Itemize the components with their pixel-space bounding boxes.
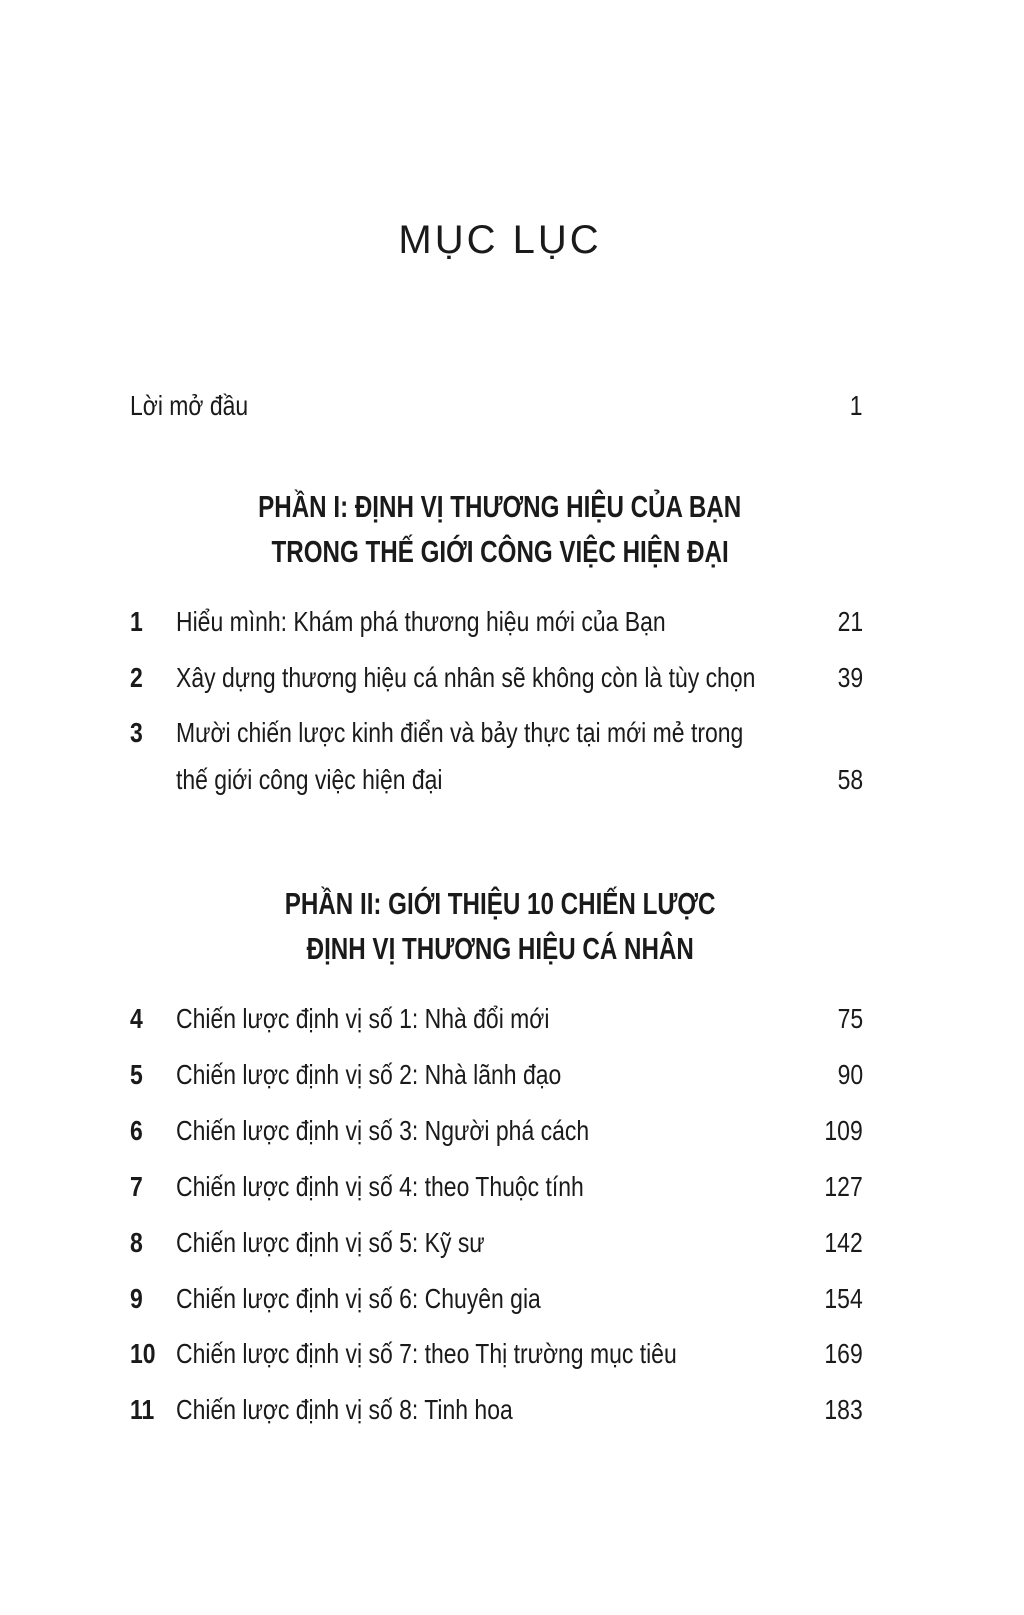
chapter-number: 6 — [130, 1114, 143, 1146]
chapter-title: Mười chiến lược kinh điển và bảy thực tại mới mẻ trong — [176, 717, 744, 748]
chapter-number: 10 — [130, 1338, 156, 1370]
chapter-title: Chiến lược định vị số 7: theo Thị trường mục tiêu — [176, 1338, 677, 1370]
entry-page: 1 — [850, 390, 863, 421]
chapter-number: 1 — [130, 606, 143, 637]
chapter-title: Chiến lược định vị số 1: Nhà đổi mới — [176, 1003, 550, 1034]
chapter-title: Chiến lược định vị số 8: Tinh hoa — [176, 1394, 513, 1426]
chapter-number: 2 — [130, 662, 143, 693]
toc-entry[interactable] — [130, 999, 863, 1039]
toc-entry[interactable] — [130, 1167, 863, 1207]
chapter-title: Chiến lược định vị số 4: theo Thuộc tính — [176, 1170, 584, 1202]
chapter-number: 5 — [130, 1058, 143, 1090]
chapter-page: 154 — [824, 1282, 863, 1314]
chapter-title: Chiến lược định vị số 3: Người phá cách — [176, 1114, 590, 1146]
toc-entry[interactable] — [130, 1055, 863, 1095]
toc-entry[interactable] — [130, 1334, 863, 1374]
chapter-number: 11 — [130, 1394, 155, 1426]
chapter-page: 183 — [824, 1394, 863, 1426]
toc-entry[interactable] — [130, 1223, 863, 1263]
chapter-title: Chiến lược định vị số 2: Nhà lãnh đạo — [176, 1058, 562, 1090]
chapter-page: 90 — [837, 1058, 863, 1090]
entry-title: Lời mở đầu — [130, 390, 249, 421]
toc-entry[interactable] — [130, 1390, 863, 1430]
chapter-number: 7 — [130, 1170, 143, 1202]
toc-entry[interactable] — [130, 602, 863, 642]
toc-entry[interactable] — [130, 1111, 863, 1151]
chapter-title: Chiến lược định vị số 5: Kỹ sư — [176, 1226, 485, 1258]
chapter-page: 39 — [837, 662, 863, 693]
chapter-title: Xây dựng thương hiệu cá nhân sẽ không còn là tùy chọn — [176, 662, 756, 693]
toc-entry[interactable] — [130, 658, 863, 698]
toc-entry-intro[interactable] — [130, 386, 863, 426]
page-title: MỤC LỤC — [398, 218, 602, 262]
chapter-title-continued: thế giới công việc hiện đại — [176, 764, 443, 795]
toc-entry[interactable] — [130, 713, 863, 795]
part-heading: PHẦN I: ĐỊNH VỊ THƯƠNG HIỆU CỦA BẠN TRONG THẾ GIỚI CÔNG VIỆC HIỆN ĐẠI — [258, 489, 742, 569]
chapter-page: 127 — [824, 1170, 863, 1202]
chapter-number: 4 — [130, 1003, 143, 1034]
chapter-page: 58 — [837, 764, 863, 795]
chapter-title: Chiến lược định vị số 6: Chuyên gia — [176, 1282, 541, 1314]
chapter-number: 8 — [130, 1226, 143, 1258]
chapter-number: 9 — [130, 1282, 143, 1314]
chapter-page: 109 — [824, 1114, 863, 1146]
chapter-page: 169 — [824, 1338, 863, 1370]
part-heading: PHẦN II: GIỚI THIỆU 10 CHIẾN LƯỢC ĐỊNH VỊ THƯƠNG HIỆU CÁ NHÂN — [284, 886, 716, 966]
chapter-page: 142 — [824, 1226, 863, 1258]
chapter-page: 75 — [837, 1003, 863, 1034]
toc-entry[interactable] — [130, 1279, 863, 1319]
chapter-title: Hiểu mình: Khám phá thương hiệu mới của Bạn — [176, 606, 666, 637]
chapter-page: 21 — [837, 606, 863, 637]
chapter-number: 3 — [130, 717, 143, 748]
